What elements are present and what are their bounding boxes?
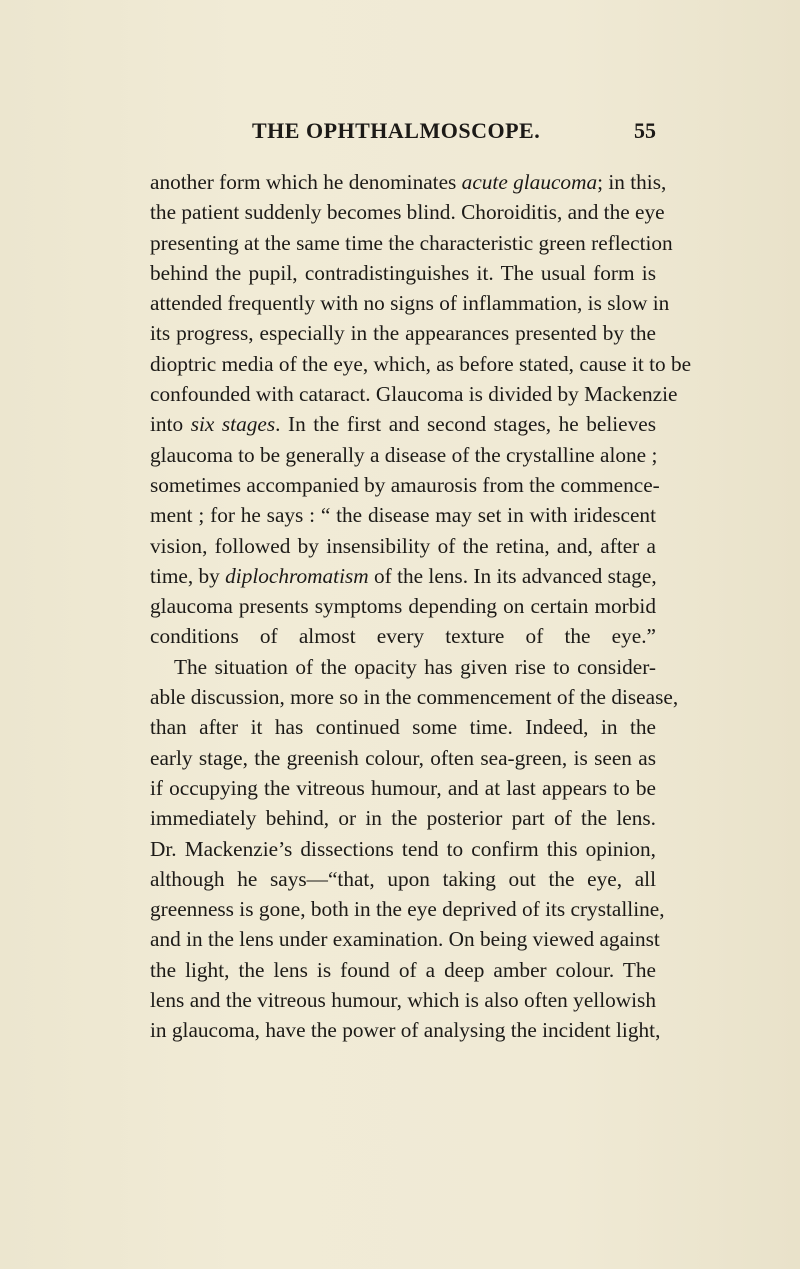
italic-phrase: six stages (190, 412, 276, 437)
text-segment: conditions of almost every texture of the eye.” (150, 624, 656, 649)
running-title: THE OPHTHALMOSCOPE. (252, 118, 541, 143)
body-text (150, 167, 692, 1046)
text-segment: in glaucoma, have the power of analysing the incident light, (150, 1018, 661, 1043)
text-line (150, 621, 656, 651)
text-line (150, 288, 670, 318)
text-segment: of the lens. In its advanced stage, (368, 563, 657, 588)
italic-phrase: diplochromatism (225, 563, 369, 588)
text-segment: its progress, especially in the appearances presented by the (150, 321, 656, 346)
text-line (150, 834, 656, 864)
text-segment: presenting at the same time the characteristic green reflection (150, 230, 673, 255)
text-line (150, 894, 665, 924)
text-segment: than after it has continued some time. Indeed, in the (150, 715, 656, 740)
text-line (150, 864, 656, 894)
text-line (150, 1015, 661, 1045)
text-segment: glaucoma to be generally a disease of the crystalline alone ; (150, 442, 658, 467)
text-line (150, 924, 660, 954)
text-segment: The situation of the opacity has given rise to consider- (174, 654, 656, 679)
text-line (150, 773, 656, 803)
text-segment: sometimes accompanied by amaurosis from the commence- (150, 472, 660, 497)
text-line (150, 531, 656, 561)
text-segment: another form which he denominates (150, 170, 462, 194)
text-line (150, 349, 692, 379)
text-segment: Dr. Mackenzie’s dissections tend to confirm this opinion, (150, 836, 656, 861)
text-line (150, 985, 656, 1015)
text-line (150, 379, 678, 409)
text-segment: time, by (150, 563, 226, 588)
text-segment: glaucoma presents symptoms depending on certain morbid (150, 594, 656, 619)
text-segment: greenness is gone, both in the eye deprived of its crystalline, (150, 897, 665, 922)
text-line (150, 591, 656, 621)
text-segment: into (150, 412, 191, 437)
text-line (150, 682, 679, 712)
text-line (150, 652, 656, 682)
text-line (150, 318, 656, 348)
text-segment: early stage, the greenish colour, often sea-green, is seen as (150, 745, 656, 770)
text-line (150, 712, 656, 742)
text-line (150, 228, 673, 258)
text-line (150, 743, 656, 773)
text-line (150, 500, 656, 530)
text-line (150, 167, 667, 197)
italic-phrase: acute glaucoma (461, 170, 598, 194)
text-segment: able discussion, more so in the commencement of the disease, (150, 685, 679, 710)
text-line (150, 561, 656, 591)
text-line (150, 409, 656, 439)
text-segment: if occupying the vitreous humour, and at last appears to be (150, 775, 656, 800)
text-segment: behind the pupil, contradistinguishes it. The usual form is (150, 260, 656, 285)
page-header (150, 118, 656, 148)
page-number: 55 (634, 118, 656, 143)
text-segment: the patient suddenly becomes blind. Choroiditis, and the eye (150, 200, 665, 225)
text-segment: the light, the lens is found of a deep amber colour. The (150, 957, 656, 982)
text-segment: and in the lens under examination. On being viewed against (150, 927, 660, 952)
text-line (150, 803, 656, 833)
text-segment: . In the first and second stages, he believes (275, 412, 656, 437)
text-segment: ment ; for he says : “ the disease may set in with iridescent (150, 503, 656, 528)
text-line (150, 470, 660, 500)
text-segment: ; in this, (597, 170, 667, 194)
text-segment: lens and the vitreous humour, which is also often yellowish (150, 988, 656, 1013)
text-segment: although he says—“that, upon taking out the eye, all (150, 866, 656, 891)
text-segment: dioptric media of the eye, which, as before stated, cause it to be (150, 351, 692, 376)
text-line (150, 197, 665, 227)
text-line (150, 440, 656, 470)
text-segment: confounded with cataract. Glaucoma is divided by Mackenzie (150, 382, 678, 407)
text-segment: attended frequently with no signs of inflammation, is slow in (150, 291, 670, 316)
text-segment: immediately behind, or in the posterior part of the lens. (150, 806, 656, 831)
text-line (150, 258, 656, 288)
text-segment: vision, followed by insensibility of the retina, and, after a (150, 533, 656, 558)
text-line (150, 955, 656, 985)
